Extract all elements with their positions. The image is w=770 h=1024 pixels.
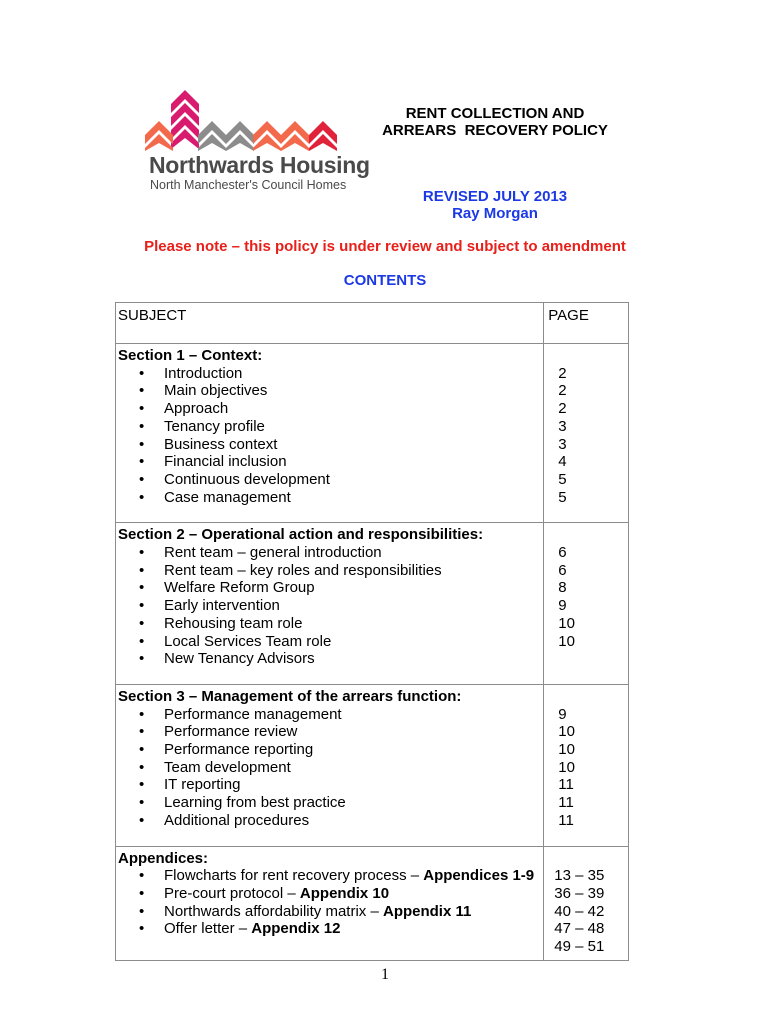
- document-title: [370, 105, 620, 139]
- list-item: • Team development: [139, 758, 291, 776]
- bullet-icon: •: [139, 867, 145, 885]
- list-item: • Financial inclusion: [139, 453, 287, 471]
- section-title: Section 1 – Context:: [118, 347, 263, 364]
- bullet-icon: •: [139, 488, 145, 506]
- page-ref: 3: [558, 417, 567, 435]
- section-items: [118, 365, 543, 507]
- bullet-icon: •: [139, 705, 145, 723]
- northwards-housing-logo: [145, 86, 370, 196]
- list-item: • Pre-court protocol – Appendix 10: [139, 884, 390, 902]
- list-item: • IT reporting: [139, 776, 241, 794]
- bullet-icon: •: [139, 400, 145, 418]
- bullet-icon: •: [139, 741, 145, 759]
- list-item: • Business context: [139, 435, 278, 453]
- appendix-items: [118, 867, 543, 938]
- page-ref: 10: [558, 723, 575, 741]
- bullet-icon: •: [139, 650, 145, 668]
- list-item: • Rent team – general introduction: [139, 544, 382, 562]
- list-item: • Additional procedures: [139, 811, 310, 829]
- list-item: • Tenancy profile: [139, 417, 265, 435]
- appendix-page-numbers: [554, 850, 628, 956]
- bullet-icon: •: [139, 597, 145, 615]
- page-numbers: [558, 347, 628, 506]
- list-item: • Local Services Team role: [139, 632, 332, 650]
- bullet-icon: •: [139, 453, 145, 471]
- bullet-icon: •: [139, 364, 145, 382]
- page-ref: 10: [558, 741, 575, 759]
- contents-table: [115, 302, 629, 961]
- bullet-icon: •: [139, 614, 145, 632]
- logo-subtitle: North Manchester's Council Homes: [150, 178, 347, 192]
- list-item: • Approach: [139, 400, 229, 418]
- page-ref: 49 – 51: [554, 938, 605, 956]
- list-item: • Performance review: [139, 723, 298, 741]
- list-item: • Learning from best practice: [139, 794, 346, 812]
- bullet-icon: •: [139, 884, 145, 902]
- list-item: • Northwards affordability matrix – Appendix 11: [139, 902, 472, 920]
- page-ref: 47 – 48: [554, 920, 605, 938]
- page-ref: 6: [558, 544, 567, 562]
- page-ref: 11: [558, 776, 574, 794]
- title-line-2: ARREARS RECOVERY POLICY: [382, 122, 608, 139]
- logo-name: Northwards Housing: [149, 152, 370, 178]
- page-ref: 8: [558, 579, 567, 597]
- list-item: • Performance management: [139, 705, 342, 723]
- page-ref: 2: [558, 364, 567, 382]
- page-ref: 10: [558, 758, 575, 776]
- list-item: • Rehousing team role: [139, 614, 303, 632]
- page-ref: 2: [558, 382, 567, 400]
- author: Ray Morgan: [452, 205, 538, 222]
- bullet-icon: •: [139, 470, 145, 488]
- list-item: • Continuous development: [139, 470, 330, 488]
- page-ref: 9: [558, 597, 567, 615]
- bullet-icon: •: [139, 544, 145, 562]
- bullet-icon: •: [139, 435, 145, 453]
- page-numbers: [558, 688, 628, 830]
- section-row: [116, 523, 629, 685]
- bullet-icon: •: [139, 561, 145, 579]
- bullet-icon: •: [139, 811, 145, 829]
- page-ref: 40 – 42: [554, 902, 605, 920]
- chevron-logo-icon: [145, 86, 360, 152]
- page-ref: 5: [558, 488, 567, 506]
- bullet-icon: •: [139, 902, 145, 920]
- bullet-icon: •: [139, 382, 145, 400]
- list-item: • Performance reporting: [139, 741, 314, 759]
- bullet-icon: •: [139, 723, 145, 741]
- list-item: • Flowcharts for rent recovery process – Appendices 1-9: [139, 867, 535, 885]
- list-item: • Introduction: [139, 364, 243, 382]
- bullet-icon: •: [139, 758, 145, 776]
- section-items: [118, 706, 543, 830]
- list-item: • Main objectives: [139, 382, 268, 400]
- appendices-row: [116, 846, 629, 960]
- section-row: [116, 684, 629, 846]
- list-item: • New Tenancy Advisors: [139, 650, 315, 668]
- section-items: [118, 544, 543, 668]
- bullet-icon: •: [139, 794, 145, 812]
- page-header: PAGE: [544, 303, 629, 344]
- bullet-icon: •: [139, 920, 145, 938]
- section-title: Section 2 – Operational action and responsibilities:: [118, 526, 484, 544]
- page-ref: 11: [558, 811, 574, 829]
- revision-info: [370, 188, 620, 222]
- page-ref: 36 – 39: [554, 884, 605, 902]
- page-ref: 9: [558, 705, 567, 723]
- page-ref: 4: [558, 453, 567, 471]
- list-item: • Rent team – key roles and responsibilities: [139, 561, 442, 579]
- list-item: • Offer letter – Appendix 12: [139, 920, 341, 938]
- page-ref: 11: [558, 794, 574, 812]
- page-ref: 2: [558, 400, 567, 418]
- review-note: Please note – this policy is under review and subject to amendment: [144, 238, 626, 255]
- bullet-icon: •: [139, 579, 145, 597]
- revised-date: REVISED JULY 2013: [422, 188, 568, 205]
- page-ref: 10: [558, 632, 575, 650]
- page-ref: 6: [558, 561, 567, 579]
- bullet-icon: •: [139, 632, 145, 650]
- list-item: • Welfare Reform Group: [139, 579, 315, 597]
- subject-header: SUBJECT: [116, 303, 544, 344]
- page-ref: 13 – 35: [554, 867, 605, 885]
- page-ref: 3: [558, 435, 567, 453]
- appendices-title: Appendices:: [118, 849, 209, 867]
- list-item: • Early intervention: [139, 597, 280, 615]
- bullet-icon: •: [139, 776, 145, 794]
- list-item: • Case management: [139, 488, 291, 506]
- page-number: 1: [381, 966, 389, 983]
- table-header-row: [116, 303, 629, 344]
- page-numbers: [558, 526, 628, 650]
- page-ref: 10: [558, 614, 575, 632]
- section-row: [116, 344, 629, 523]
- title-line-1: RENT COLLECTION AND: [405, 105, 585, 122]
- bullet-icon: •: [139, 417, 145, 435]
- section-title: Section 3 – Management of the arrears function:: [118, 687, 462, 705]
- page-ref: 5: [558, 470, 567, 488]
- contents-heading: CONTENTS: [343, 272, 427, 289]
